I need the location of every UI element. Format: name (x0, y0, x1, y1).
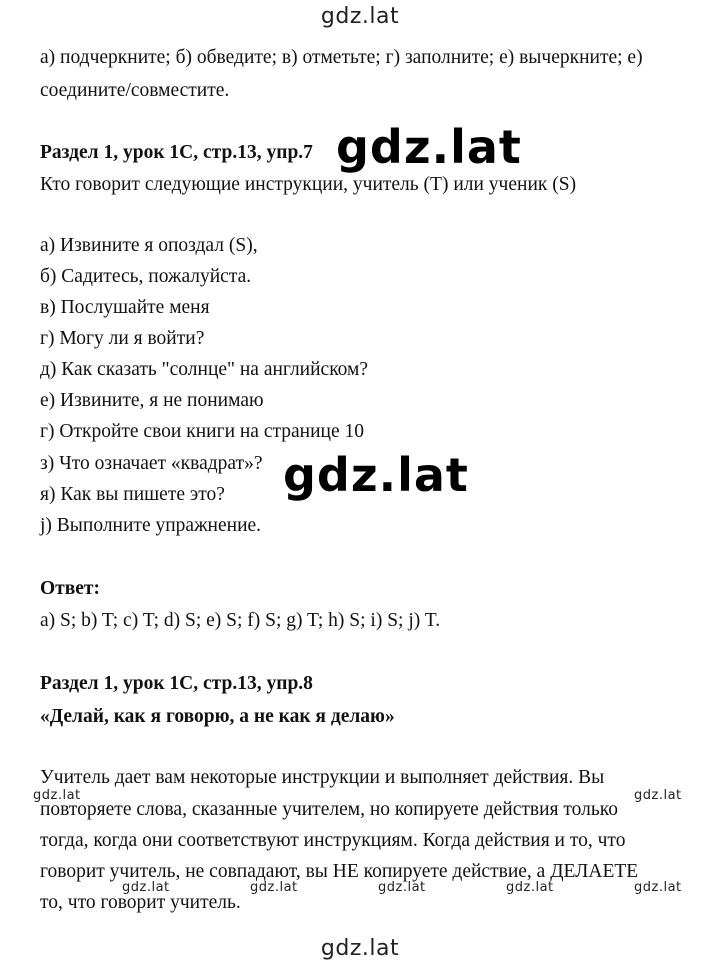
section7-item: г) Могу ли я войти? (40, 328, 205, 349)
section7-heading: Раздел 1, урок 1С, стр.13, упр.7 (40, 142, 313, 163)
section7-item: я) Как вы пишете это? (40, 484, 225, 505)
watermark-small: gdz.lat (634, 880, 682, 895)
watermark-big-1: gdz.lat (336, 120, 522, 174)
watermark-small: gdz.lat (378, 880, 426, 895)
paragraph-line: то, что говорит учитель. (40, 892, 241, 913)
paragraph-line: повторяете слова, сказанные учителем, но копируете действия только (40, 799, 618, 820)
watermark-small: gdz.lat (122, 880, 170, 895)
answer-text: a) S; b) T; c) T; d) S; e) S; f) S; g) T; h) S; i) S; j) T. (40, 610, 441, 631)
watermark-big-2: gdz.lat (283, 448, 469, 502)
section7-item: з) Что означает «квадрат»? (40, 453, 263, 474)
section7-item: д) Как сказать "солнце" на английском? (40, 359, 369, 380)
intro-line-2: соедините/совместите. (40, 80, 230, 101)
watermark-bottom: gdz.lat (320, 936, 400, 961)
section7-item: в) Послушайте меня (40, 297, 210, 318)
section7-prompt: Кто говорит следующие инструкции, учитель (T) или ученик (S) (40, 174, 577, 195)
watermark-small: gdz.lat (506, 880, 554, 895)
watermark-top: gdz.lat (320, 4, 400, 29)
paragraph-line: говорит учитель, не совпадают, вы НЕ копируете действие, а ДЕЛАЕТЕ (40, 861, 639, 882)
answer-label: Ответ: (40, 578, 101, 599)
section8-heading: Раздел 1, урок 1С, стр.13, упр.8 (40, 673, 313, 694)
watermark-small: gdz.lat (634, 788, 682, 803)
paragraph-line: Учитель дает вам некоторые инструкции и выполняет действия. Вы (40, 767, 605, 788)
section7-item: а) Извините я опоздал (S), (40, 235, 258, 256)
section8-subheading: «Делай, как я говорю, а не как я делаю» (40, 706, 395, 727)
watermark-small: gdz.lat (250, 880, 298, 895)
section7-item: б) Садитесь, пожалуйста. (40, 266, 252, 287)
section7-item: е) Извините, я не понимаю (40, 390, 264, 411)
paragraph-line: тогда, когда они соответствуют инструкциям. Когда действия и то, что (40, 830, 626, 851)
section7-item: j) Выполните упражнение. (40, 515, 262, 536)
section7-item: г) Откройте свои книги на странице 10 (40, 421, 364, 442)
watermark-small: gdz.lat (33, 788, 81, 803)
intro-line-1: а) подчеркните; б) обведите; в) отметьте; г) заполните; е) вычеркните; е) (40, 47, 643, 68)
